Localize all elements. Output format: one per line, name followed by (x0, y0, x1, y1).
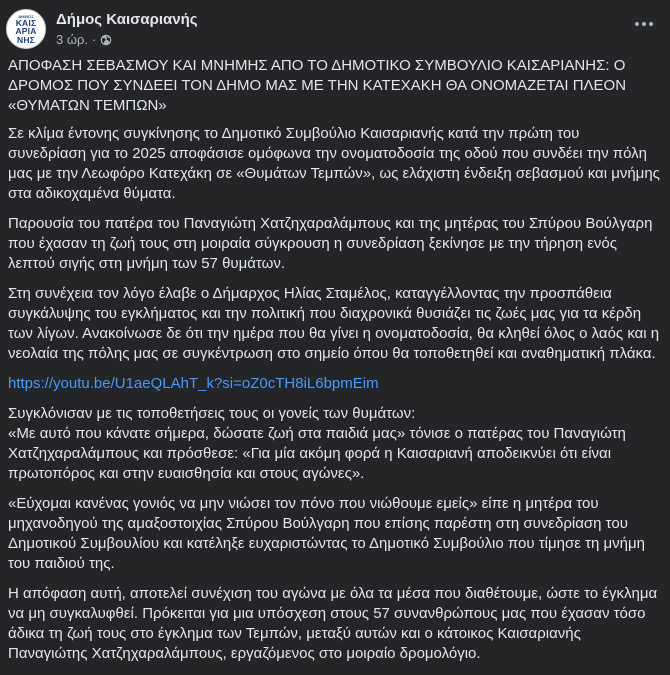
paragraph-6: Η απόφαση αυτή, αποτελεί συνέχιση του αγώνα με όλα τα μέσα που διαθέτουμε, ώστε το έγκλημα να μη συγκαλυφθεί. Πρόκειται για μια υπόσχεση στους 57 συνανθρώπους μας που έχασαν τόσο άδικα τη ζωή τους στο έγκλημα των Τεμπών, μεταξύ αυτών και ο κάτοικος Καισαριανής Παναγιώτης Χατζηχαραλάμπους, εργαζόμενος στο μοιραίο δρομολόγιο. (8, 585, 658, 662)
page-name[interactable]: Δήμος Καισαριανής (56, 11, 198, 28)
avatar[interactable] (6, 9, 46, 49)
timestamp[interactable]: 3 ώρ. (56, 32, 88, 47)
avatar-text-line1: ΚΑΙΣ (15, 17, 37, 28)
paragraph-5: «Εύχομαι κανένας γονιός να μην νιώσει τον πόνο που νιώθουμε εμείς» είπε η μητέρα του μηχανοδηγού της αμαξοστοιχίας Σπύρου Βούλγαρη που επίσης παρέστη στη συνεδρίαση του Δημοτικού Συμβουλίου και κατέληξε ευχαριστώντας το Δημοτικό Συμβούλιο που τίμησε τη μνήμη του παιδιού της. (8, 495, 645, 572)
meta-separator: · (92, 32, 97, 47)
avatar-text-small: ΔΗΜΟΣ (18, 13, 34, 19)
paragraph-1: Σε κλίμα έντονης συγκίνησης το Δημοτικό Συμβούλιο Καισαριανής κατά την πρώτη του συνεδρίαση για το 2025 αποφάσισε ομόφωνα την ονοματοδοσία της οδού που συνδέει την πόλη μας με την Λεωφόρο Κατεχάκη σε «Θυμάτων Τεμπών», ως ελάχιστη ένδειξη σεβασμού και μνήμης στα αδικοχαμένα θύματα. (8, 125, 660, 202)
paragraph-4-line-1: Συγκλόνισαν με τις τοποθετήσεις τους οι γονείς των θυμάτων: (8, 405, 416, 422)
paragraph-4-rest: «Με αυτό που κάνατε σήμερα, δώσατε ζωή στα παιδιά μας» τόνισε ο πατέρας του Παναγιώτη Χατζηχαραλάμπους και πρόσθεσε: «Για μία ακόμη φορά η Καισαριανή αποδεικνύει ότι είναι πρωτοπόρος και στην ευαισθησία και στους αγώνες». (8, 425, 626, 482)
youtube-link[interactable]: https://youtu.be/U1aeQLAhT_k?si=oZ0cTH8iL6bpmEim (8, 375, 379, 392)
post-meta (56, 32, 112, 47)
paragraph-4 (8, 404, 660, 484)
paragraph-3: Στη συνέχεια τον λόγο έλαβε ο Δήμαρχος Ηλίας Σταμέλος, καταγγέλλοντας την προσπάθεια συγκάλυψης του εγκλήματος και την πολιτική που διαχρονικά θυσιάζει τις ζωές μας για τα κέρδη των λίγων. Ανακοίνωσε δε ότι την ημέρα που θα γίνει η ονοματοδοσία, θα κληθεί όλος ο λαός και η νεολαία της πόλης μας σε συγκέντρωση στο σημείο όπου θα τοποθετηθεί και αναθηματική πλάκα. (8, 285, 660, 362)
globe-icon (100, 34, 112, 46)
avatar-text-line3: ΝΗΣ (17, 34, 35, 45)
post-title: ΑΠΟΦΑΣΗ ΣΕΒΑΣΜΟΥ ΚΑΙ ΜΝΗΜΗΣ ΑΠΟ ΤΟ ΔΗΜΟΤΙΚΟ ΣΥΜΒΟΥΛΙΟ ΚΑΙΣΑΡΙΑΝΗΣ: Ο ΔΡΟΜΟΣ ΠΟΥ ΣΥΝΔΕΕΙ ΤΟΝ ΔΗΜΟ ΜΑΣ ΜΕ ΤΗΝ ΚΑΤΕΧΑΚΗ ΘΑ ΟΝΟΜΑΖΕΤΑΙ ΠΛΕΟΝ «ΘΥΜΑΤΩΝ ΤΕΜΠΩΝ» (8, 57, 627, 114)
more-options-icon[interactable] (630, 12, 658, 36)
post-body (8, 56, 660, 674)
paragraph-2: Παρουσία του πατέρα του Παναγιώτη Χατζηχαραλάμπους και της μητέρας του Σπύρου Βούλγαρη που έχασαν τη ζωή τους στη μοιραία σύγκρουση η συνεδρίαση ξεκίνησε με την τήρηση ενός λεπτού σιγής στη μνήμη των 57 θυμάτων. (8, 215, 653, 272)
link-paragraph (8, 374, 660, 394)
post-header (0, 0, 670, 52)
avatar-text-line2: ΑΡΙΑ (15, 26, 37, 37)
